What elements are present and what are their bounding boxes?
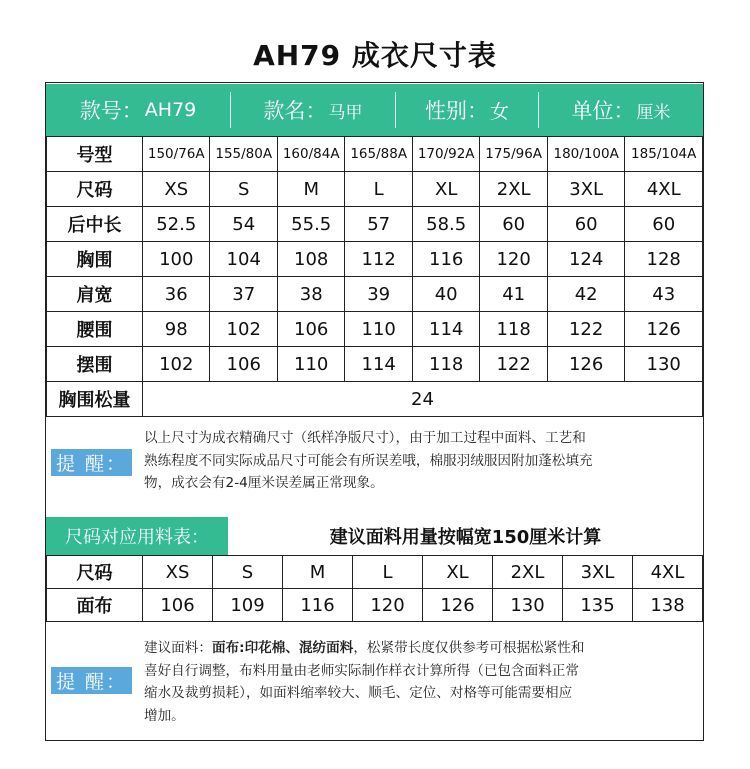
- unit: [539, 84, 703, 136]
- table-cell: 135: [563, 589, 633, 622]
- tip-line: 喜好自行调整，布料用量由老师实际制作样衣计算所得（已包含面料正常: [144, 662, 579, 679]
- table-cell: 170/92A: [412, 137, 479, 172]
- gender-label: 性别：: [424, 99, 488, 123]
- table-cell: 40: [412, 277, 479, 312]
- table-cell: M: [277, 172, 344, 207]
- style-number: [46, 84, 230, 136]
- row-label: 胸围: [47, 242, 143, 277]
- row-label: 面布: [47, 589, 143, 622]
- table-cell: 118: [480, 312, 547, 347]
- table-cell: L: [345, 172, 412, 207]
- row-label: 号型: [47, 137, 143, 172]
- table-cell: L: [353, 556, 423, 589]
- gender: [396, 84, 538, 136]
- table-row: [47, 242, 703, 277]
- tip-text: [144, 427, 593, 495]
- table-cell: 3XL: [547, 172, 625, 207]
- table-cell: 116: [283, 589, 353, 622]
- tip-badge: 提 醒：: [51, 667, 132, 694]
- tip-suffix: ，松紧带长度仅供参考可根据松紧性和: [353, 640, 585, 656]
- table-cell: 138: [633, 589, 703, 622]
- table-cell: 4XL: [625, 172, 703, 207]
- table-cell: 98: [143, 312, 210, 347]
- name-value: 马甲: [328, 102, 363, 123]
- table-cell: 106: [277, 312, 344, 347]
- table-row: [47, 172, 703, 207]
- table-cell: 37: [210, 277, 277, 312]
- fabric-section-label: 尺码对应用料表：: [46, 517, 228, 555]
- table-cell: 120: [480, 242, 547, 277]
- row-label: 肩宽: [47, 277, 143, 312]
- table-cell: 116: [412, 242, 479, 277]
- tip-line: 以上尺寸为成衣精确尺寸（纸样净版尺寸），由于加工过程中面料、工艺和: [144, 430, 586, 446]
- table-cell: 42: [547, 277, 625, 312]
- row-label: 尺码: [47, 172, 143, 207]
- table-cell: XL: [423, 556, 493, 589]
- table-cell: 106: [210, 347, 277, 382]
- table-cell: M: [283, 556, 353, 589]
- table-cell: 120: [353, 589, 423, 622]
- table-row: [47, 382, 703, 417]
- table-cell: 112: [345, 242, 412, 277]
- table-cell: 122: [547, 312, 625, 347]
- table-cell: 104: [210, 242, 277, 277]
- table-cell: S: [213, 556, 283, 589]
- table-cell: 102: [210, 312, 277, 347]
- table-cell: 102: [143, 347, 210, 382]
- table-cell: 126: [423, 589, 493, 622]
- tip-line: [144, 637, 584, 660]
- table-cell: 2XL: [493, 556, 563, 589]
- table-cell: 118: [412, 347, 479, 382]
- table-cell: 54: [210, 207, 277, 242]
- tip-text: [144, 637, 584, 727]
- table-cell: XS: [143, 556, 213, 589]
- table-cell: 60: [625, 207, 703, 242]
- table-cell: 100: [143, 242, 210, 277]
- table-cell: 52.5: [143, 207, 210, 242]
- table-cell: 130: [625, 347, 703, 382]
- name-label: 款名：: [263, 99, 327, 123]
- table-cell: S: [210, 172, 277, 207]
- table-cell: 130: [493, 589, 563, 622]
- row-label: 腰围: [47, 312, 143, 347]
- table-row: [47, 347, 703, 382]
- row-label: 尺码: [47, 556, 143, 589]
- row-label: 摆围: [47, 347, 143, 382]
- tip-emphasis: 面布:印花棉、混纺面料: [211, 640, 354, 656]
- header-divider: [395, 92, 396, 128]
- tip-line: 熟练程度不同实际成品尺寸可能会有所误差哦，棉服羽绒服因附加蓬松填充: [144, 452, 593, 469]
- tip-line: 物，成衣会有2-4厘米误差属正常现象。: [144, 475, 384, 491]
- table-cell: 165/88A: [345, 137, 412, 172]
- unit-label: 单位：: [571, 99, 635, 123]
- tip-line: 增加。: [144, 707, 185, 724]
- table-cell: 122: [480, 347, 547, 382]
- table-cell: 110: [345, 312, 412, 347]
- table-row: [47, 137, 703, 172]
- table-cell: 2XL: [480, 172, 547, 207]
- table-cell: 41: [480, 277, 547, 312]
- table-cell: 106: [143, 589, 213, 622]
- header-bar: [46, 84, 703, 136]
- table-cell: 3XL: [563, 556, 633, 589]
- size-table: [46, 136, 703, 417]
- table-cell: 39: [345, 277, 412, 312]
- table-cell: 110: [277, 347, 344, 382]
- table-cell: 55.5: [277, 207, 344, 242]
- style-label: 款号：: [79, 99, 143, 123]
- table-cell: 175/96A: [480, 137, 547, 172]
- table-cell: 60: [480, 207, 547, 242]
- header-divider: [538, 92, 539, 128]
- table-cell: 155/80A: [210, 137, 277, 172]
- table-row: [47, 556, 703, 589]
- row-label: 胸围松量: [47, 382, 143, 417]
- style-value: AH79: [144, 99, 197, 121]
- table-cell: 43: [625, 277, 703, 312]
- table-cell: 180/100A: [547, 137, 625, 172]
- tip-prefix: 建议面料：: [144, 640, 212, 656]
- table-row: [47, 277, 703, 312]
- table-cell: 109: [213, 589, 283, 622]
- ease-value: 24: [143, 382, 703, 417]
- table-cell: 58.5: [412, 207, 479, 242]
- table-cell: 57: [345, 207, 412, 242]
- row-label: 后中长: [47, 207, 143, 242]
- table-cell: XS: [143, 172, 210, 207]
- table-row: [47, 312, 703, 347]
- table-cell: 38: [277, 277, 344, 312]
- table-row: [47, 589, 703, 622]
- tip-badge: 提 醒：: [51, 449, 132, 476]
- table-cell: 185/104A: [625, 137, 703, 172]
- header-divider: [230, 92, 231, 128]
- table-cell: 114: [412, 312, 479, 347]
- table-cell: 4XL: [633, 556, 703, 589]
- table-cell: XL: [412, 172, 479, 207]
- fabric-section-note: 建议面料用量按幅宽150厘米计算: [329, 527, 602, 548]
- table-cell: 36: [143, 277, 210, 312]
- page-title: AH79 成衣尺寸表: [253, 39, 497, 72]
- table-cell: 108: [277, 242, 344, 277]
- tip-line: 缩水及裁剪损耗），如面料缩率较大、顺毛、定位、对格等可能需要相应: [144, 685, 573, 701]
- table-cell: 126: [547, 347, 625, 382]
- table-cell: 124: [547, 242, 625, 277]
- gender-value: 女: [489, 100, 509, 123]
- table-row: [47, 207, 703, 242]
- table-cell: 160/84A: [277, 137, 344, 172]
- table-cell: 60: [547, 207, 625, 242]
- style-name: [231, 84, 395, 136]
- unit-value: 厘米: [636, 102, 671, 123]
- table-cell: 150/76A: [143, 137, 210, 172]
- fabric-section-bar: [46, 517, 703, 555]
- fabric-table: [46, 555, 703, 622]
- table-cell: 126: [625, 312, 703, 347]
- table-cell: 114: [345, 347, 412, 382]
- table-cell: 128: [625, 242, 703, 277]
